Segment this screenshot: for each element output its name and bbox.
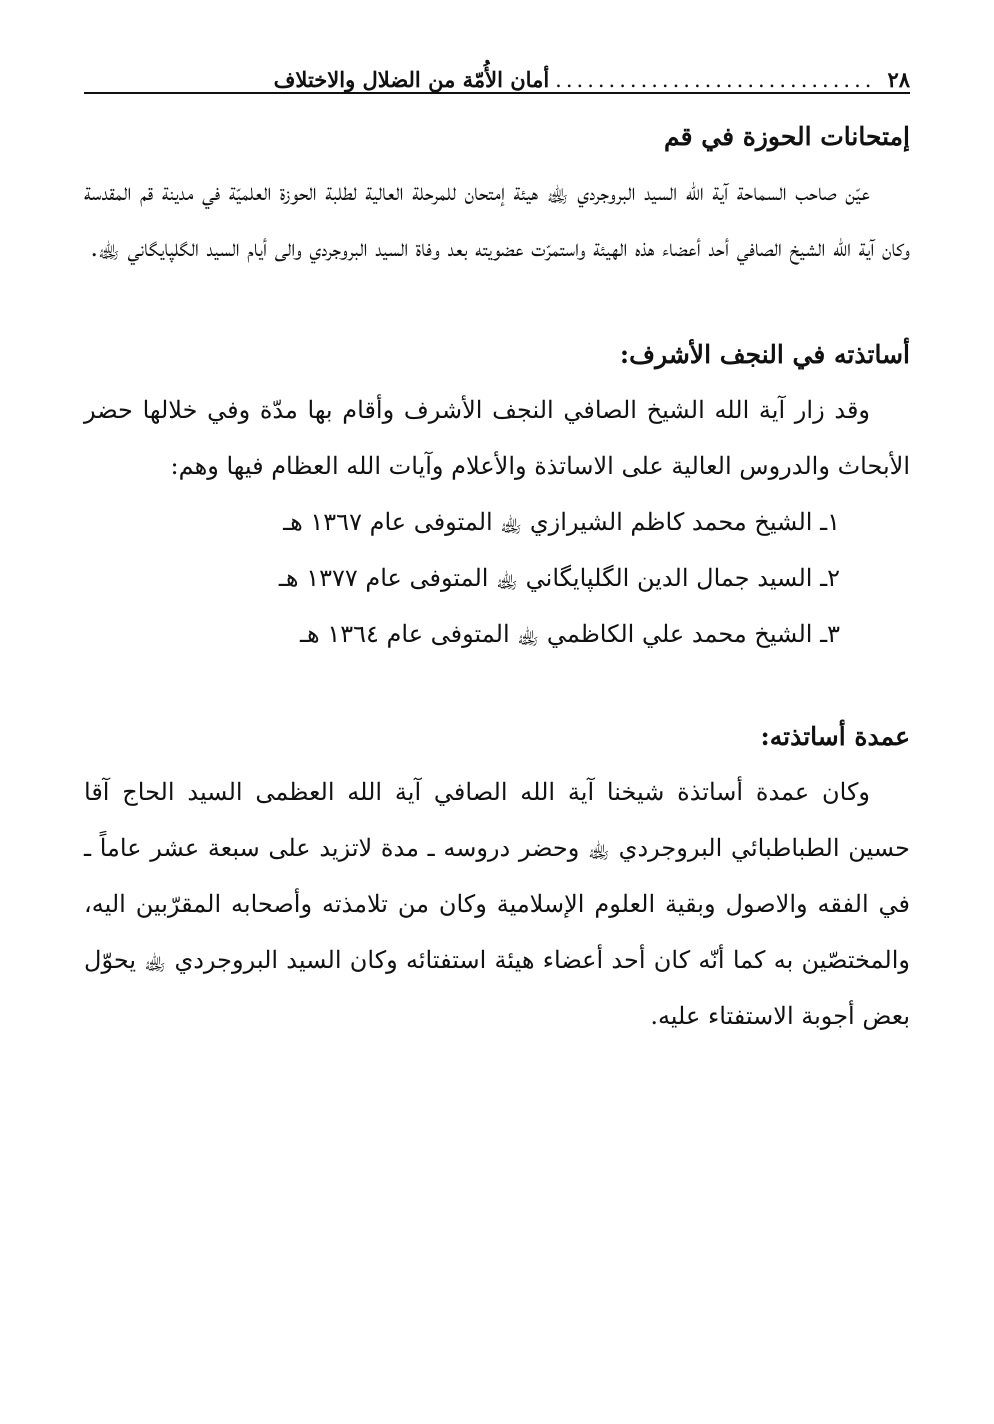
list-item: ١ـ الشيخ محمد كاظم الشيرازي ﵀ المتوفى عام ١٣٦٧ هـ [283,508,840,536]
book-title: أمان الأُمّة من الضلال والاختلاف [273,67,550,92]
header-leader-dots: .............................. [555,68,876,92]
section-heading: عمدة أساتذته: [760,722,910,751]
section-paragraph: عيّن صاحب السماحة آية الله السيد البروجردي ﵀ هيئة إمتحان للمرحلة العالية لطلبة الحوزة العلميّة في مدينة قم المقدسة وكان آية الله الشيخ الصافي أحد أعضاء هذه الهيئة واستمرّت عضويته بعد وفاة السيد البروجردي والى أيام السيد الگلپايگاني ﵀. [84,178,910,262]
list-item: ٣ـ الشيخ محمد علي الكاظمي ﵀ المتوفى عام ١٣٦٤ هـ [300,620,840,648]
page-number: ٢٨ [887,67,910,92]
list-item: ٢ـ السيد جمال الدين الگلپايگاني ﵀ المتوفى عام ١٣٧٧ هـ [278,564,840,592]
teachers-list [84,494,910,662]
section-heading: أساتذته في النجف الأشرف: [619,340,910,369]
section-hawza-exams [84,110,910,276]
section-paragraph: وكان عمدة أساتذة شيخنا آية الله الصافي آية الله العظمى السيد الحاج آقا حسين الطباطبائي البروجردي ﵀ وحضر دروسه ـ مدة لاتزيد على سبعة عشر عاماً ـ في الفقه والاصول وبقية العلوم الإسلامية وكان من تلامذته وأصحابه المقرّبين اليه، والمختصّين به كما أنّه كان أحد أعضاء هيئة استفتائه وكان السيد البروجردي ﵀ يحوّل بعض أجوبة الاستفتاء عليه. [84,778,910,1030]
running-header [84,52,910,94]
section-paragraph: وقد زار آية الله الشيخ الصافي النجف الأشرف وأقام بها مدّة وفي خلالها حضر الأبحاث والدروس العالية على الاساتذة والأعلام وآيات الله العظام فيها وهم: [84,396,910,480]
section-najaf-teachers [84,328,910,662]
section-main-teacher [84,710,910,1044]
section-heading: إمتحانات الحوزة في قم [663,122,910,151]
